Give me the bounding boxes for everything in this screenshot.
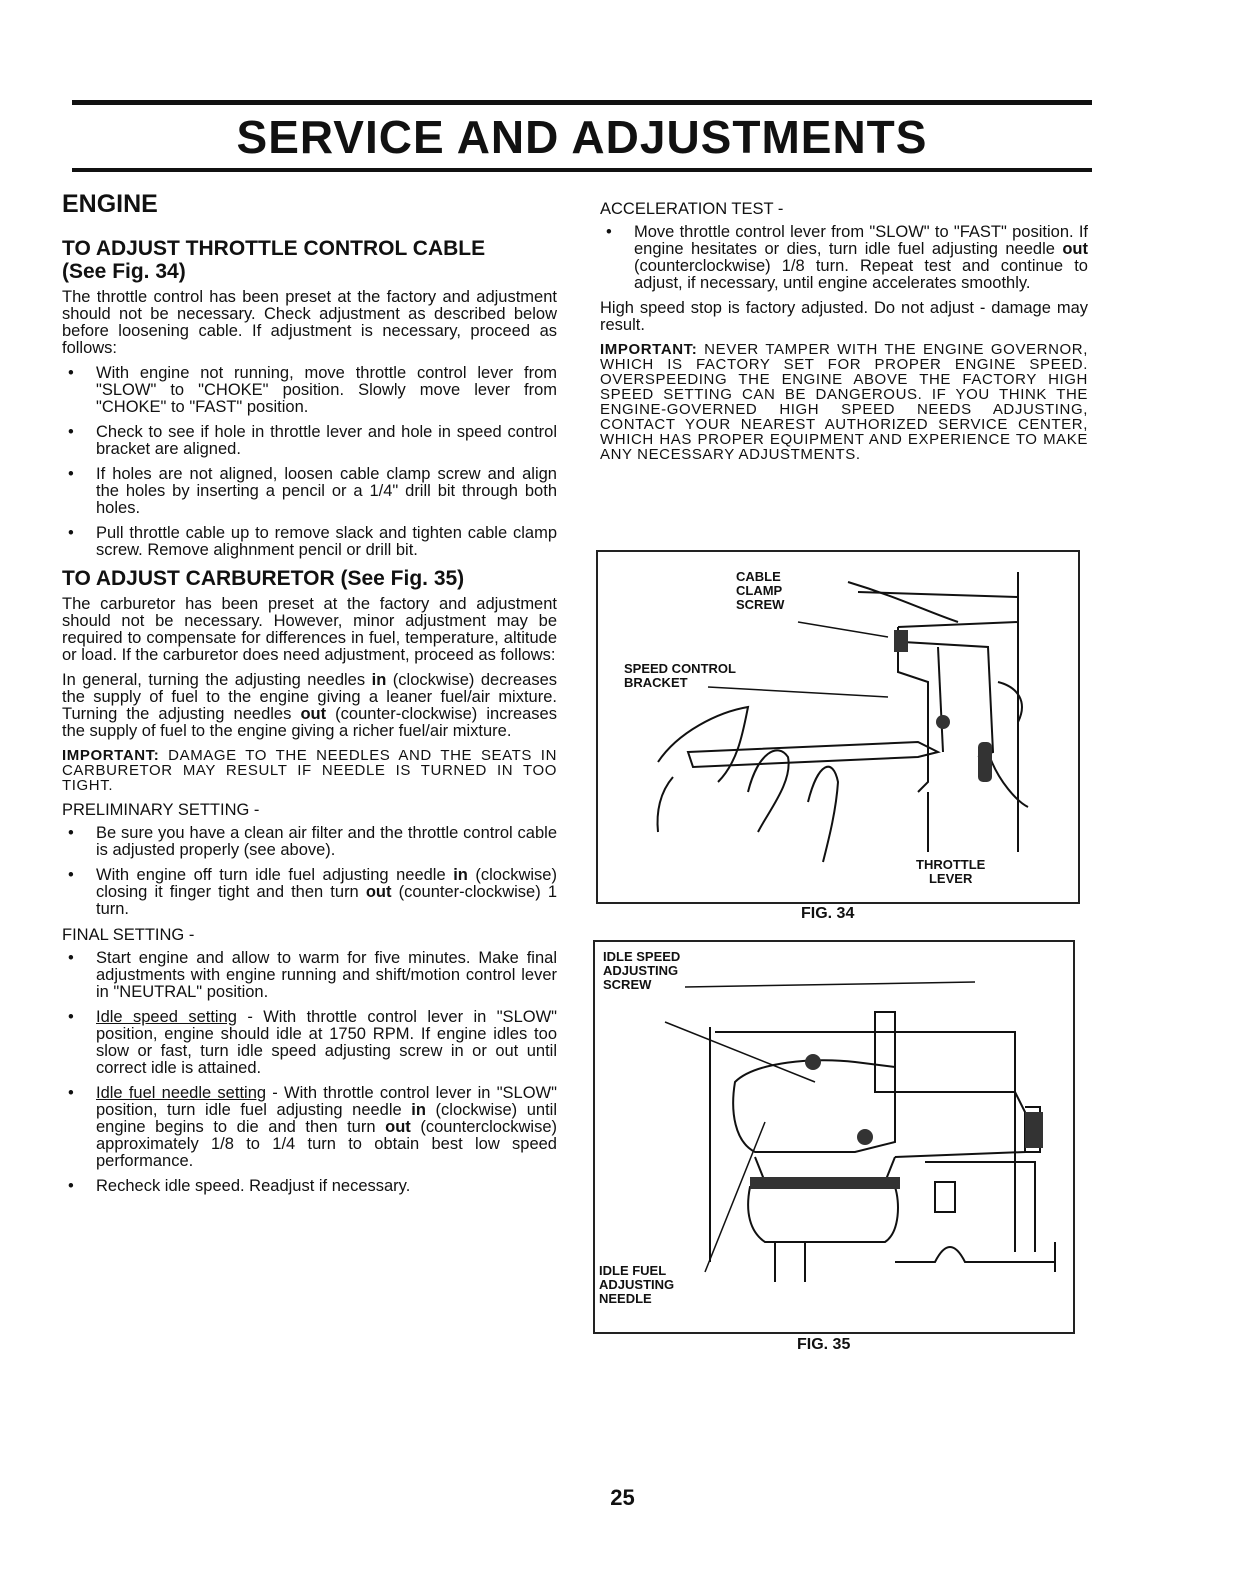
- list-item: • Recheck idle speed. Readjust if necessary.: [68, 1177, 411, 1195]
- right-column: [600, 200, 1088, 470]
- label-throttle-lever: THROTTLE LEVER: [916, 857, 986, 886]
- carburetor-general: [62, 672, 557, 740]
- carburetor-important: [62, 748, 557, 793]
- final-step-text: Recheck idle speed. Readjust if necessary.: [96, 1177, 411, 1195]
- text-run: (counter-clockwise) 1 turn.: [96, 883, 557, 918]
- throttle-intro: The throttle control has been preset at the factory and adjustment should not be necessary. Check adjustment as described below before loosening cable. If adjustment is necessary, proceed as follows:: [62, 288, 557, 357]
- prelim-step-text: Be sure you have a clean air filter and the throttle control cable is adjusted properly (see above).: [96, 824, 557, 859]
- carburetor-heading: TO ADJUST CARBURETOR (See Fig. 35): [62, 567, 465, 590]
- emphasis-in: in: [453, 866, 468, 884]
- list-item: • Pull throttle cable up to remove slack and tighten cable clamp screw. Remove alighnment pencil or drill bit.: [68, 524, 557, 559]
- list-item: • Check to see if hole in throttle lever and hole in speed control bracket are aligned.: [68, 423, 557, 458]
- text-run: In general, turning the adjusting needles: [62, 671, 372, 689]
- high-speed-note: High speed stop is factory adjusted. Do not adjust - damage may result.: [600, 299, 1088, 334]
- throttle-steps: [62, 365, 557, 559]
- label-idle-speed-adjusting-screw: IDLE SPEED ADJUSTING SCREW: [603, 949, 681, 992]
- title-rule-bottom: [72, 168, 1092, 172]
- governor-important: [600, 342, 1088, 462]
- text-run: (counterclockwise) 1/8 turn. Repeat test and continue to adjust, if necessary, until engine accelerates smoothly.: [634, 257, 1088, 292]
- preliminary-setting-label: PRELIMINARY SETTING -: [62, 801, 260, 819]
- text-run: (counterclockwise) approximately 1/8 to 1/4 turn to obtain best low speed performance.: [96, 1118, 557, 1170]
- emphasis-in: in: [371, 671, 387, 689]
- acceleration-test-label: ACCELERATION TEST -: [600, 200, 784, 218]
- important-text: DAMAGE TO THE NEEDLES AND THE SEATS IN CARBURETOR MAY RESULT IF NEEDLE IS TURNED IN TOO TIGHT.: [62, 747, 557, 794]
- list-item: • If holes are not aligned, loosen cable clamp screw and align the holes by inserting a pencil or a 1/4" drill bit through both holes.: [68, 465, 557, 517]
- emphasis-out: out: [1062, 240, 1088, 258]
- throttle-heading: [62, 237, 557, 283]
- important-label: IMPORTANT:: [600, 341, 698, 358]
- acceleration-steps: [600, 224, 1088, 292]
- important-label: IMPORTANT:: [62, 747, 160, 764]
- emphasis-out: out: [300, 705, 327, 723]
- text-run: (clockwise) closing it finger tight and then turn: [96, 866, 557, 901]
- label-idle-fuel-adjusting-needle: IDLE FUEL ADJUSTING NEEDLE: [599, 1263, 675, 1306]
- text-run: (clockwise) until engine begins to die and then turn: [96, 1101, 557, 1136]
- list-item: • With engine not running, move throttle control lever from "SLOW" to "CHOKE" position. Slowly move lever from "CHOKE" to "FAST" position.: [68, 364, 557, 416]
- list-item: • With engine off turn idle fuel adjusting needle in (clockwise) closing it finger tight and then turn out (counter-clockwise) 1 turn.: [68, 866, 557, 918]
- throttle-heading-line1: TO ADJUST THROTTLE CONTROL CABLE: [62, 237, 486, 260]
- label-speed-control-bracket: SPEED CONTROL BRACKET: [624, 661, 736, 690]
- list-item: • Idle fuel needle setting - With throttle control lever in "SLOW" position, turn idle fuel adjusting needle in (clockwise) until engine begins to die and then turn out (counterclockwise) approximately 1/8 to 1/4 turn to obtain best low speed performance.: [68, 1084, 557, 1170]
- figure-34: [596, 550, 1080, 904]
- list-item: • Start engine and allow to warm for five minutes. Make final adjustments with engine running and shift/motion control lever in "NEUTRAL" position.: [68, 949, 557, 1001]
- final-step-text: Start engine and allow to warm for five minutes. Make final adjustments with engine running and shift/motion control lever in "NEUTRAL" position.: [96, 949, 557, 1001]
- throttle-step-text: Pull throttle cable up to remove slack and tighten cable clamp screw. Remove alighnment pencil or drill bit.: [96, 524, 557, 559]
- underlined-term: Idle fuel needle setting: [96, 1084, 267, 1102]
- throttle-step-text: With engine not running, move throttle control lever from "SLOW" to "CHOKE" position. Slowly move lever from "CHOKE" to "FAST" position.: [96, 364, 557, 416]
- text-run: - With throttle control lever in "SLOW" position, engine should idle at 1750 RPM. If engine idles too slow or fast, turn idle speed adjusting screw in or out until correct idle is attained.: [96, 1008, 558, 1077]
- text-run: (counter-clockwise) increases the supply of fuel to the engine giving a richer fuel/air mixture.: [62, 705, 557, 740]
- title-rule-top: [72, 100, 1092, 105]
- list-item: • Move throttle control lever from "SLOW" to "FAST" position. If engine hesitates or dies, turn idle fuel adjusting needle out (counterclockwise) 1/8 turn. Repeat test and continue to adjust, if necessary, until engine accelerates smoothly.: [606, 223, 1088, 292]
- throttle-step-text: Check to see if hole in throttle lever and hole in speed control bracket are aligned.: [96, 423, 557, 458]
- text-run: - With throttle control lever in "SLOW" position, turn idle fuel adjusting needle: [96, 1084, 557, 1119]
- text-run: With engine off turn idle fuel adjusting needle: [96, 866, 454, 884]
- final-setting-label: FINAL SETTING -: [62, 926, 195, 944]
- text-run: Move throttle control lever from "SLOW" to "FAST" position. If engine hesitates or dies, turn idle fuel adjusting needle: [634, 223, 1088, 258]
- important-text: NEVER TAMPER WITH THE ENGINE GOVERNOR, WHICH IS FACTORY SET FOR PROPER ENGINE SPEED. OVERSPEEDING THE ENGINE ABOVE THE FACTORY HIGH SPEED SETTING CAN BE DANGEROUS. IF YOU THINK THE ENGINE-GOVERNED HIGH SPEED NEEDS ADJUSTING, CONTACT YOUR NEAREST AUTHORIZED SERVICE CENTER, WHICH HAS PROPER EQUIPMENT AND EXPERIENCE TO MAKE ANY NECESSARY ADJUSTMENTS.: [600, 341, 1088, 463]
- underlined-term: Idle speed setting: [96, 1008, 237, 1026]
- carburetor-intro: The carburetor has been preset at the factory and adjustment should not be necessary. However, minor adjustment may be required to compensate for differences in fuel, temperature, altitude or load. If the carburetor does need adjustment, proceed as follows:: [62, 595, 557, 664]
- list-item: • Be sure you have a clean air filter and the throttle control cable is adjusted properly (see above).: [68, 824, 557, 859]
- section-heading-engine: ENGINE: [62, 190, 158, 218]
- page-title: SERVICE AND ADJUSTMENTS: [236, 111, 928, 163]
- throttle-heading-line2: (See Fig. 34): [62, 260, 186, 283]
- emphasis-in: in: [411, 1101, 426, 1119]
- figure-35-caption: FIG. 35: [797, 1336, 851, 1353]
- preliminary-steps: [62, 825, 557, 918]
- text-run: (clockwise) decreases the supply of fuel to the engine giving a leaner fuel/air mixture. Turning the adjusting needles: [62, 671, 557, 723]
- list-item: • Idle speed setting - With throttle control lever in "SLOW" position, engine should idle at 1750 RPM. If engine idles too slow or fast, turn idle speed adjusting screw in or out until correct idle is attained.: [68, 1008, 558, 1077]
- figure-34-caption: FIG. 34: [801, 905, 855, 922]
- label-cable-clamp-screw: CABLE CLAMP SCREW: [736, 569, 785, 612]
- page-number: 25: [610, 1485, 635, 1510]
- emphasis-out: out: [385, 1118, 411, 1136]
- final-steps: [62, 950, 557, 1195]
- throttle-step-text: If holes are not aligned, loosen cable clamp screw and align the holes by inserting a pencil or a 1/4" drill bit through both holes.: [96, 465, 557, 517]
- throttle-linkage-illustration: [598, 552, 1078, 902]
- left-column: [62, 190, 557, 1203]
- emphasis-out: out: [365, 883, 392, 901]
- figure-35: [593, 940, 1075, 1334]
